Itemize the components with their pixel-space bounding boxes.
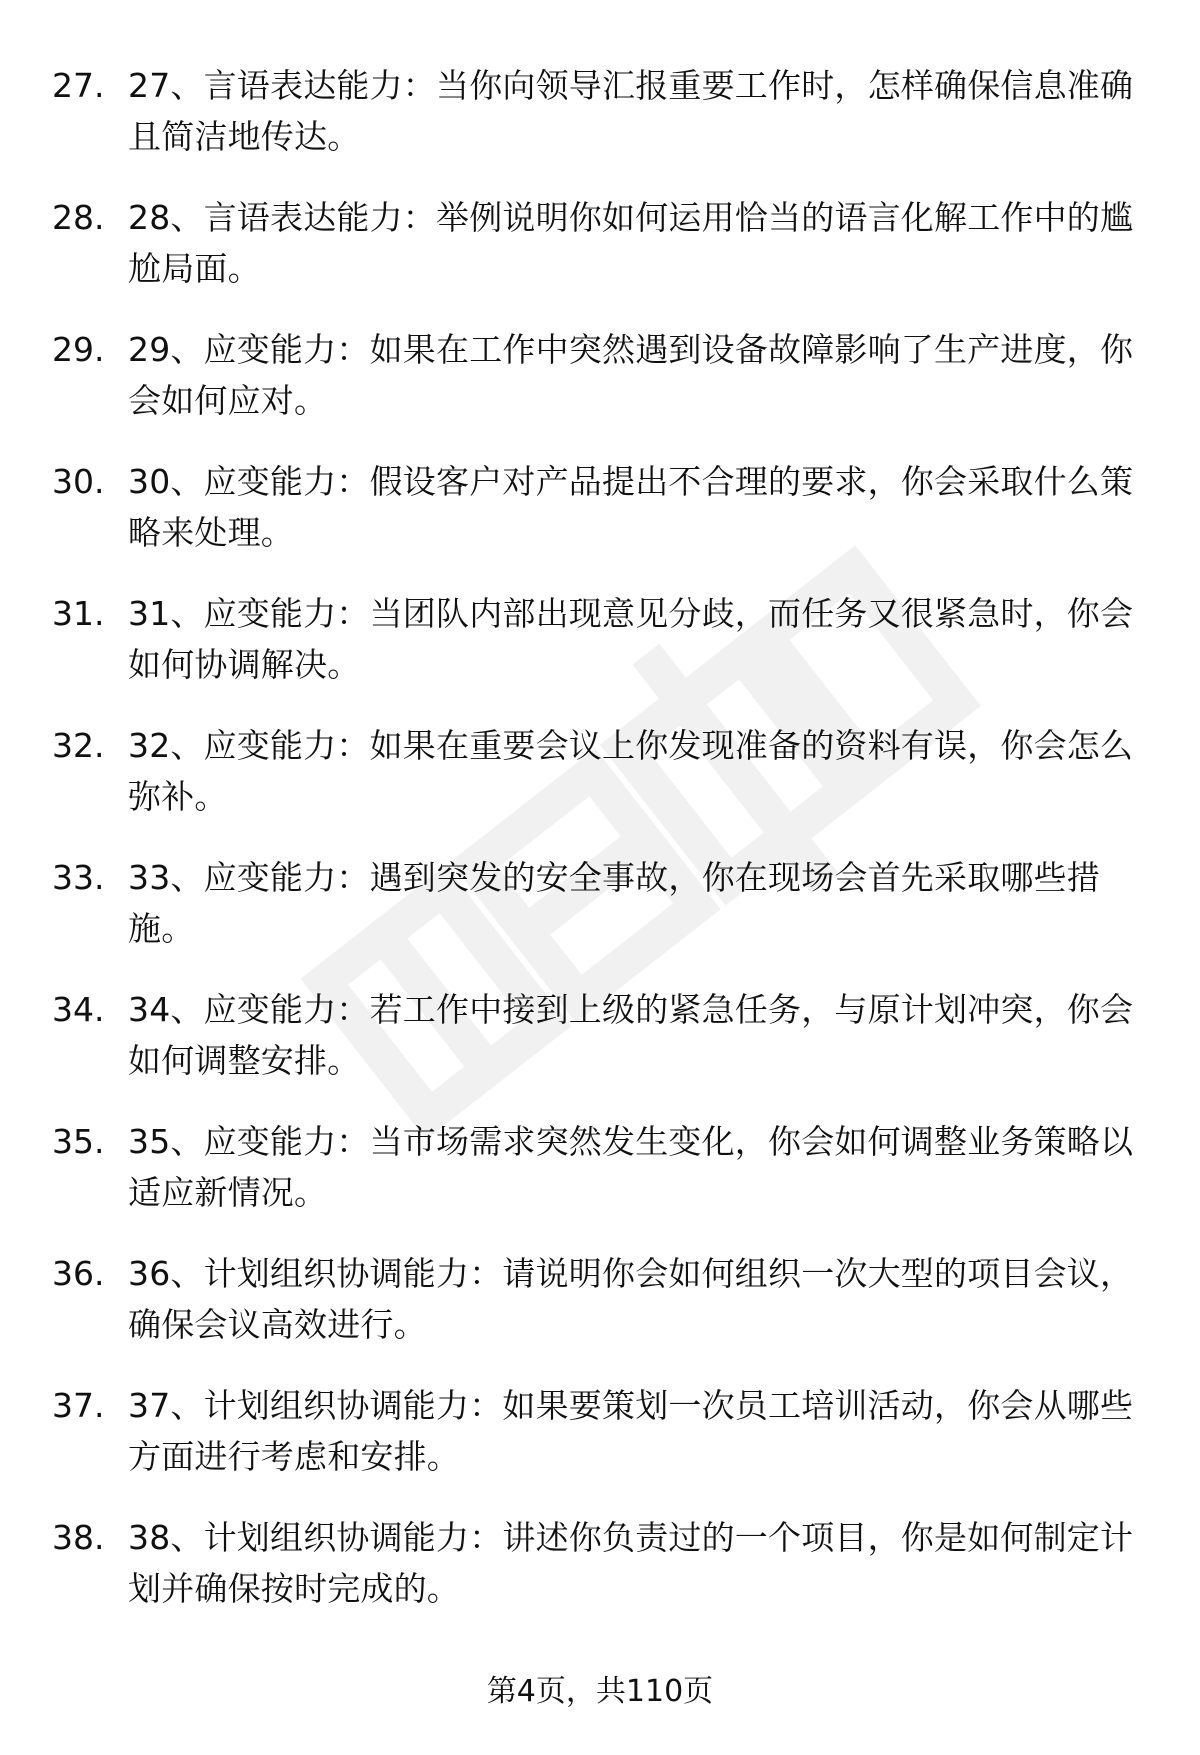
- list-item: [52, 456, 1152, 588]
- item-number: 35.: [52, 1122, 105, 1161]
- item-number: 29.: [52, 330, 105, 369]
- item-text: 28、言语表达能力：举例说明你如何运用恰当的语言化解工作中的尴尬局面。: [128, 198, 1134, 288]
- list-item: [52, 1380, 1152, 1512]
- list-item: [52, 324, 1152, 456]
- list-item: [52, 1116, 1152, 1248]
- item-number: 37.: [52, 1386, 105, 1425]
- list-item: [52, 720, 1152, 852]
- item-number: 32.: [52, 726, 105, 765]
- list-item: [52, 984, 1152, 1116]
- list-item: [52, 1248, 1152, 1380]
- item-text: 35、应变能力：当市场需求突然发生变化，你会如何调整业务策略以适应新情况。: [128, 1122, 1134, 1212]
- item-number: 34.: [52, 990, 105, 1029]
- list-item: [52, 1512, 1152, 1644]
- item-text: 33、应变能力：遇到突发的安全事故，你在现场会首先采取哪些措施。: [128, 858, 1100, 948]
- item-text: 30、应变能力：假设客户对产品提出不合理的要求，你会采取什么策略来处理。: [128, 462, 1134, 552]
- page-footer: 第4页，共110页: [486, 1674, 714, 1709]
- question-list: [52, 60, 1152, 1644]
- item-number: 31.: [52, 594, 105, 633]
- item-number: 38.: [52, 1518, 105, 1557]
- item-number: 30.: [52, 462, 105, 501]
- item-text: 29、应变能力：如果在工作中突然遇到设备故障影响了生产进度，你会如何应对。: [128, 330, 1134, 420]
- item-text: 36、计划组织协调能力：请说明你会如何组织一次大型的项目会议，确保会议高效进行。: [128, 1254, 1134, 1344]
- item-number: 27.: [52, 66, 105, 105]
- list-item: [52, 588, 1152, 720]
- item-text: 31、应变能力：当团队内部出现意见分歧，而任务又很紧急时，你会如何协调解决。: [128, 594, 1134, 684]
- item-text: 27、言语表达能力：当你向领导汇报重要工作时，怎样确保信息准确且简洁地传达。: [128, 66, 1134, 156]
- item-text: 34、应变能力：若工作中接到上级的紧急任务，与原计划冲突，你会如何调整安排。: [128, 990, 1134, 1080]
- item-text: 38、计划组织协调能力：讲述你负责过的一个项目，你是如何制定计划并确保按时完成的。: [128, 1518, 1134, 1608]
- item-number: 28.: [52, 198, 105, 237]
- list-item: [52, 192, 1152, 324]
- list-item: [52, 852, 1152, 984]
- item-text: 37、计划组织协调能力：如果要策划一次员工培训活动，你会从哪些方面进行考虑和安排。: [128, 1386, 1134, 1476]
- list-item: [52, 60, 1152, 192]
- item-text: 32、应变能力：如果在重要会议上你发现准备的资料有误，你会怎么弥补。: [128, 726, 1134, 816]
- item-number: 33.: [52, 858, 105, 897]
- item-number: 36.: [52, 1254, 105, 1293]
